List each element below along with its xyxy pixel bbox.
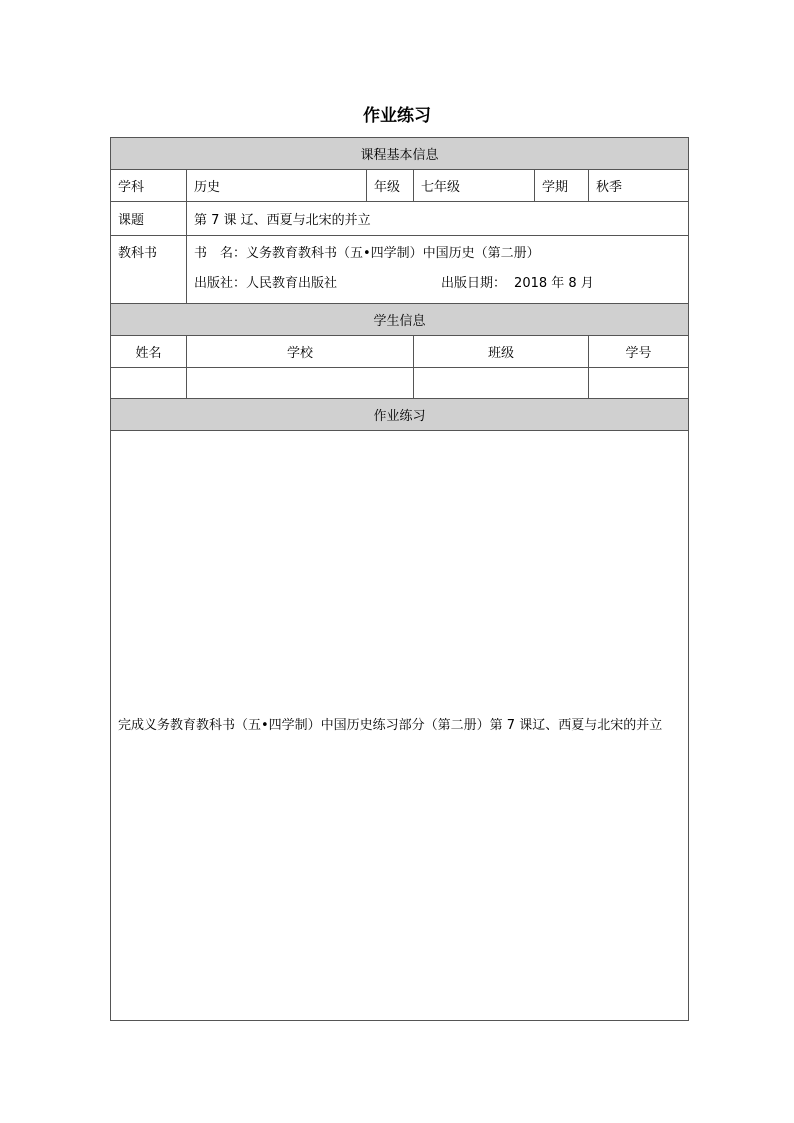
term-label: 学期 — [535, 170, 589, 202]
student-info-header: 学生信息 — [111, 304, 689, 336]
grade-label: 年级 — [367, 170, 414, 202]
book-name-value: 义务教育教科书（五•四学制）中国历史（第二册） — [246, 245, 540, 261]
student-name-cell[interactable] — [111, 368, 187, 399]
textbook-label: 教科书 — [111, 236, 187, 304]
pub-date-value: 2018 年 8 月 — [514, 275, 594, 291]
publisher-label: 出版社： — [194, 275, 247, 291]
student-school-cell[interactable] — [187, 368, 414, 399]
student-id-cell[interactable] — [589, 368, 689, 399]
publisher-line — [194, 266, 681, 296]
student-name-header: 姓名 — [111, 336, 187, 368]
term-value: 秋季 — [589, 170, 689, 202]
homework-header: 作业练习 — [111, 399, 689, 431]
student-id-header: 学号 — [589, 336, 689, 368]
student-class-header: 班级 — [414, 336, 589, 368]
subject-label: 学科 — [111, 170, 187, 202]
page-title: 作业练习 — [363, 106, 431, 126]
grade-value: 七年级 — [414, 170, 535, 202]
homework-sheet-table — [110, 137, 689, 1021]
book-name-line — [194, 236, 681, 266]
textbook-details — [187, 236, 689, 304]
course-info-header: 课程基本信息 — [111, 138, 689, 170]
publisher-value: 人民教育出版社 — [246, 275, 338, 291]
homework-content: 完成义务教育教科书（五•四学制）中国历史练习部分（第二册）第 7 课辽、西夏与北宋的并立 — [111, 431, 689, 1021]
pub-date-label: 出版日期： — [441, 275, 507, 291]
topic-value: 第 7 课 辽、西夏与北宋的并立 — [187, 202, 689, 236]
subject-value: 历史 — [187, 170, 367, 202]
book-name-label: 书 名： — [194, 245, 247, 261]
student-school-header: 学校 — [187, 336, 414, 368]
student-class-cell[interactable] — [414, 368, 589, 399]
topic-label: 课题 — [111, 202, 187, 236]
